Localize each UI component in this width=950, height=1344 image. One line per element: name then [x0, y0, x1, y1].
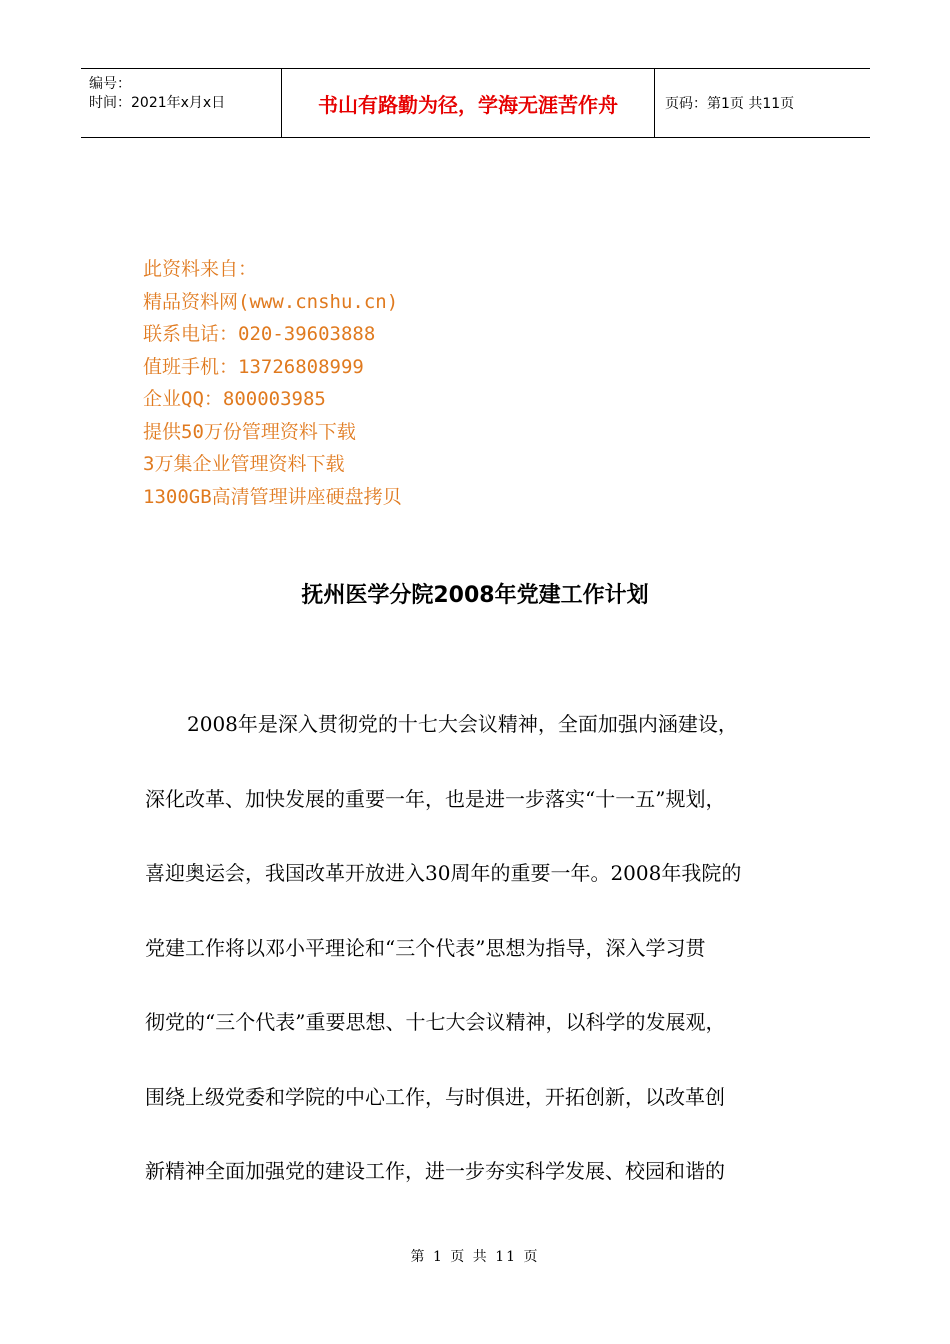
source-line: 联系电话：020-39603888 — [143, 323, 376, 345]
body-line: 深化改革、加快发展的重要一年，也是进一步落实“十一五”规划， — [145, 786, 726, 811]
source-line: 企业QQ：800003985 — [143, 388, 326, 410]
body-line: 喜迎奥运会，我国改革开放进入30周年的重要一年。2008年我院的 — [145, 861, 742, 885]
source-line: 3万集企业管理资料下载 — [143, 453, 345, 475]
header-motto: 书山有路勤为径，学海无涯苦作舟 — [282, 69, 655, 137]
source-line: 值班手机：13726808999 — [143, 355, 364, 378]
document-number-label: 编号： — [89, 76, 131, 92]
source-line: 精品资料网(www.cnshu.cn) — [143, 290, 399, 313]
body-paragraph — [145, 700, 810, 1222]
source-info-block — [143, 253, 402, 513]
body-line: 彻党的“三个代表”重要思想、十七大会议精神，以科学的发展观， — [145, 1010, 726, 1034]
header-table — [81, 68, 870, 138]
source-line: 1300GB高清管理讲座硬盘拷贝 — [143, 485, 402, 508]
document-date: 时间：2021年x月x日 — [89, 95, 226, 111]
source-line: 提供50万份管理资料下载 — [143, 420, 356, 443]
header-meta-cell — [81, 69, 282, 137]
body-line: 围绕上级党委和学院的中心工作，与时俱进，开拓创新，以改革创 — [145, 1084, 725, 1109]
body-line: 党建工作将以邓小平理论和“三个代表”思想为指导，深入学习贯 — [145, 935, 706, 960]
document-title: 抚州医学分院2008年党建工作计划 — [301, 583, 649, 608]
source-line: 此资料来自： — [143, 258, 258, 280]
body-line: 新精神全面加强党的建设工作，进一步夯实科学发展、校园和谐的 — [145, 1159, 725, 1183]
body-line: 2008年是深入贯彻党的十七大会议精神，全面加强内涵建设， — [187, 712, 738, 736]
header-page-info: 页码：第1页 共11页 — [665, 96, 795, 112]
page-footer: 第 1 页 共 11 页 — [410, 1249, 540, 1265]
